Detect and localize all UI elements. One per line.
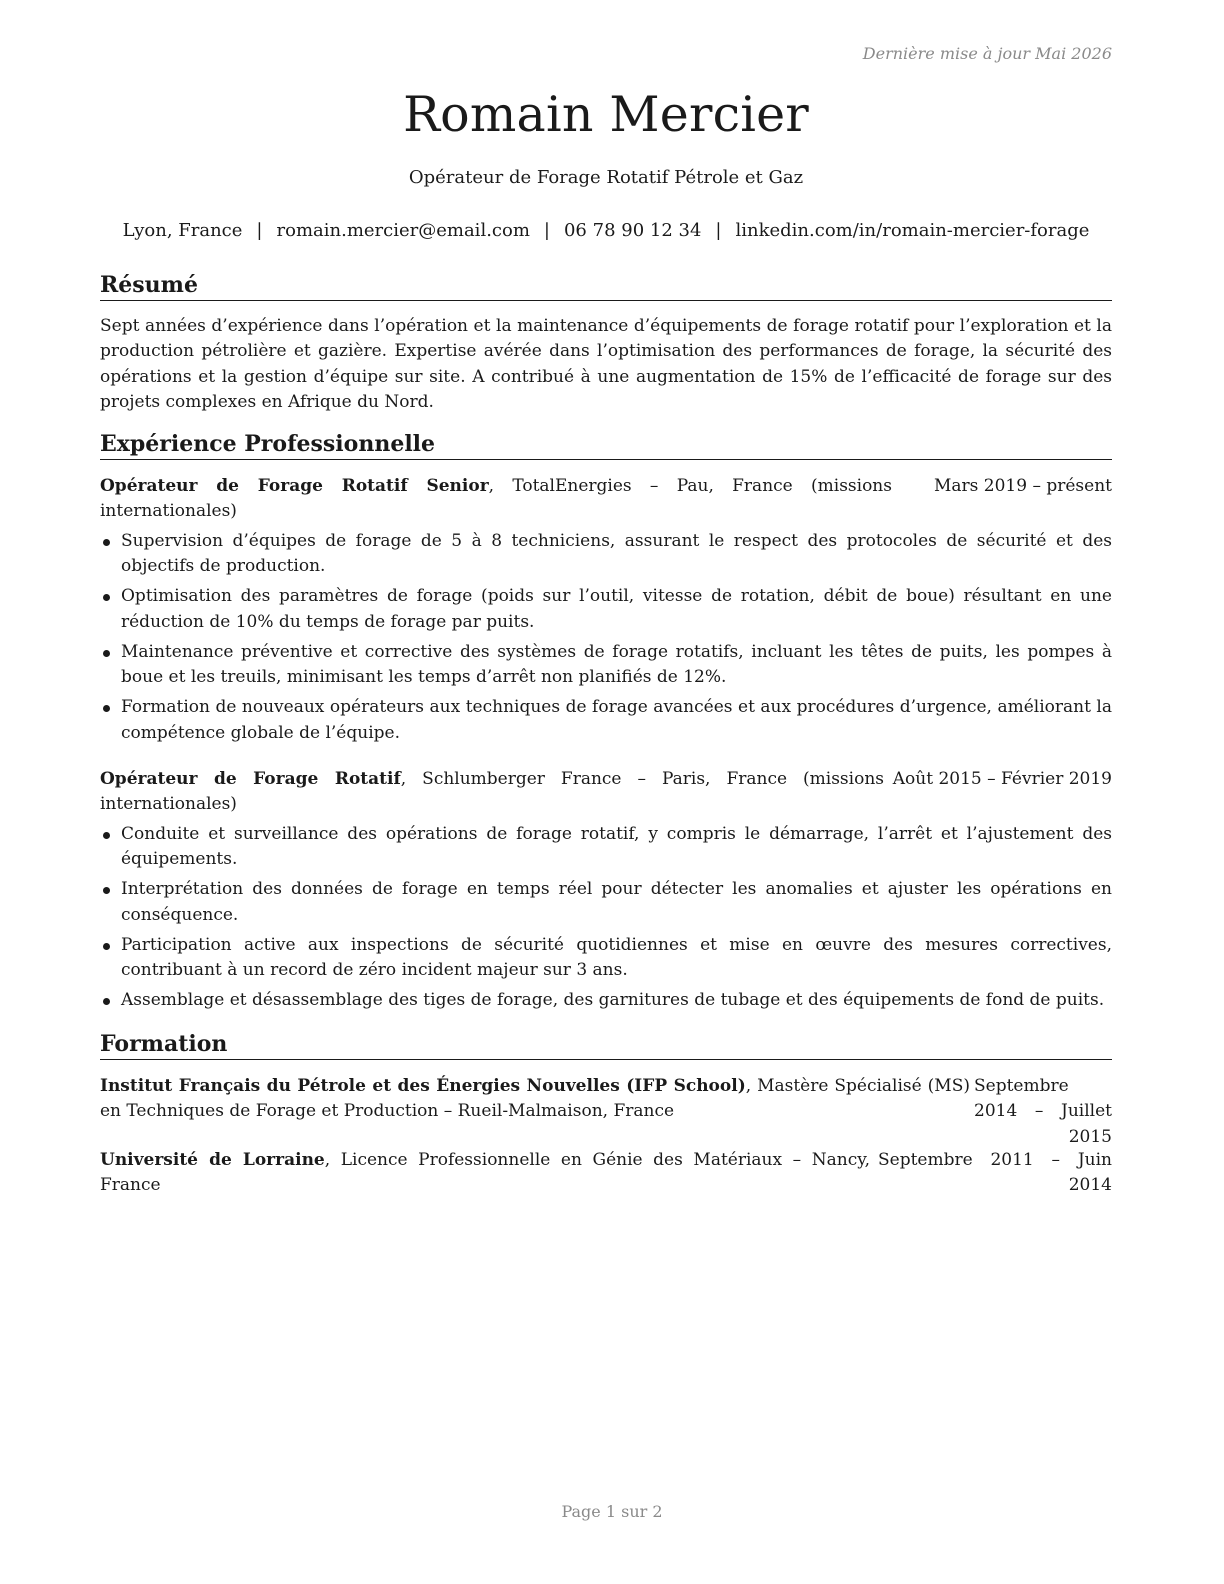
education-school-degree [100,1074,970,1125]
bullet-text: Conduite et surveillance des opérations de forage rotatif, y compris le démarrage, l’arrêt et l’ajustement des équipements. [121,824,1112,870]
job-role: Opérateur de Forage Rotatif Senior [100,476,489,496]
job-company: , TotalEnergies – Pau, France (missions internationales) [100,476,892,522]
page-number: Page 1 sur 2 [561,1502,663,1521]
contact-email[interactable]: romain.mercier@email.com [276,220,530,241]
bullet-text: Maintenance préventive et corrective des systèmes de forage rotatifs, incluant les têtes de puits, les pompes à boue et les treuils, minimisant les temps d’arrêt non planifiés de 12%. [121,641,1112,688]
list-item [100,640,1112,691]
education-entry [100,1148,1112,1199]
bullet-text: Participation active aux inspections de sécurité quotidiennes et mise en œuvre des mesures correctives, contribuant à un record de zéro incident majeur sur 3 ans. [121,934,1112,981]
contact-line [100,220,1112,241]
bullet-icon [103,943,110,950]
bullet-icon [103,650,110,657]
bullet-text: Supervision d’équipes de forage de 5 à 8 techniciens, assurant le respect des protocoles de sécurité et des objectifs de production. [121,531,1112,577]
job-role: Opérateur de Forage Rotatif [100,769,401,789]
list-item [100,529,1112,580]
list-item [100,584,1112,635]
bullet-icon [103,539,110,546]
education-dates: Septembre 2011 – Juin 2014 [878,1150,1112,1196]
bullet-icon [103,887,110,894]
education-degree: , Licence Professionnelle en Génie des Matériaux – Nancy, France [100,1150,870,1196]
bullet-text: Optimisation des paramètres de forage (poids sur l’outil, vitesse de rotation, débit de boue) résultant en une réduction de 10% du temps de forage par puits. [121,586,1112,632]
education-degree: , Mastère Spécialisé (MS) en Techniques de Forage et Production – Rueil-Malmaison, France [100,1076,970,1122]
section-heading-experience: Expérience Professionnelle [100,430,1112,460]
education-school: Université de Lorraine [100,1150,325,1170]
section-heading-summary: Résumé [100,271,1112,301]
bullet-icon [103,594,110,601]
job-dates: Mars 2019 – présent [933,476,1112,496]
job-title-company [100,474,892,525]
list-item [100,877,1112,928]
education-entry [100,1074,1112,1147]
bullet-icon [103,998,110,1005]
contact-linkedin[interactable]: linkedin.com/in/romain-mercier-forage [735,220,1090,241]
bullet-text: Formation de nouveaux opérateurs aux techniques de forage avancées et aux procédures d’urgence, améliorant la compétence globale de l’équipe. [121,697,1112,743]
list-item [100,933,1112,984]
contact-separator: | [256,220,263,241]
job-title-company [100,767,884,818]
summary-text: Sept années d’expérience dans l’opération et la maintenance d’équipements de forage rotatif pour l’exploration et la production pétrolière et gazière. Expertise avérée dans l’optimisation des performances de forage, la sécurité des opérations et la gestion d’équipe sur site. A contribué à une augmentation de 15% de l’efficacité de forage sur des projets complexes en Afrique du Nord. [100,316,1112,413]
section-heading-education: Formation [100,1030,1112,1060]
contact-separator: | [543,220,550,241]
job-bullet-list [100,529,1112,751]
bullet-text: Assemblage et désassemblage des tiges de forage, des garnitures de tubage et des équipements de fond de puits. [121,990,1105,1011]
education-school: Institut Français du Pétrole et des Énergies Nouvelles (IFP School) [100,1076,746,1096]
job-entry-header [100,474,1112,525]
candidate-name: Romain Mercier [403,86,809,143]
job-company: , Schlumberger France – Paris, France (missions internationales) [100,769,884,815]
job-dates: Août 2015 – Février 2019 [892,769,1112,789]
list-item [100,822,1112,873]
education-school-degree [100,1148,870,1199]
contact-location: Lyon, France [122,220,243,241]
bullet-icon [103,705,110,712]
last-updated: Dernière mise à jour Mai 2026 [862,44,1112,63]
contact-separator: | [715,220,722,241]
list-item [100,988,1112,1013]
job-bullet-list [100,822,1112,1018]
job-title: Opérateur de Forage Rotatif Pétrole et Gaz [408,167,804,188]
job-entry-header [100,767,1112,818]
education-dates: Septembre 2014 – Juillet 2015 [974,1076,1112,1147]
bullet-icon [103,832,110,839]
bullet-text: Interprétation des données de forage en temps réel pour détecter les anomalies et ajuster les opérations en conséquence. [121,879,1112,925]
list-item [100,695,1112,746]
contact-phone: 06 78 90 12 34 [563,220,702,241]
